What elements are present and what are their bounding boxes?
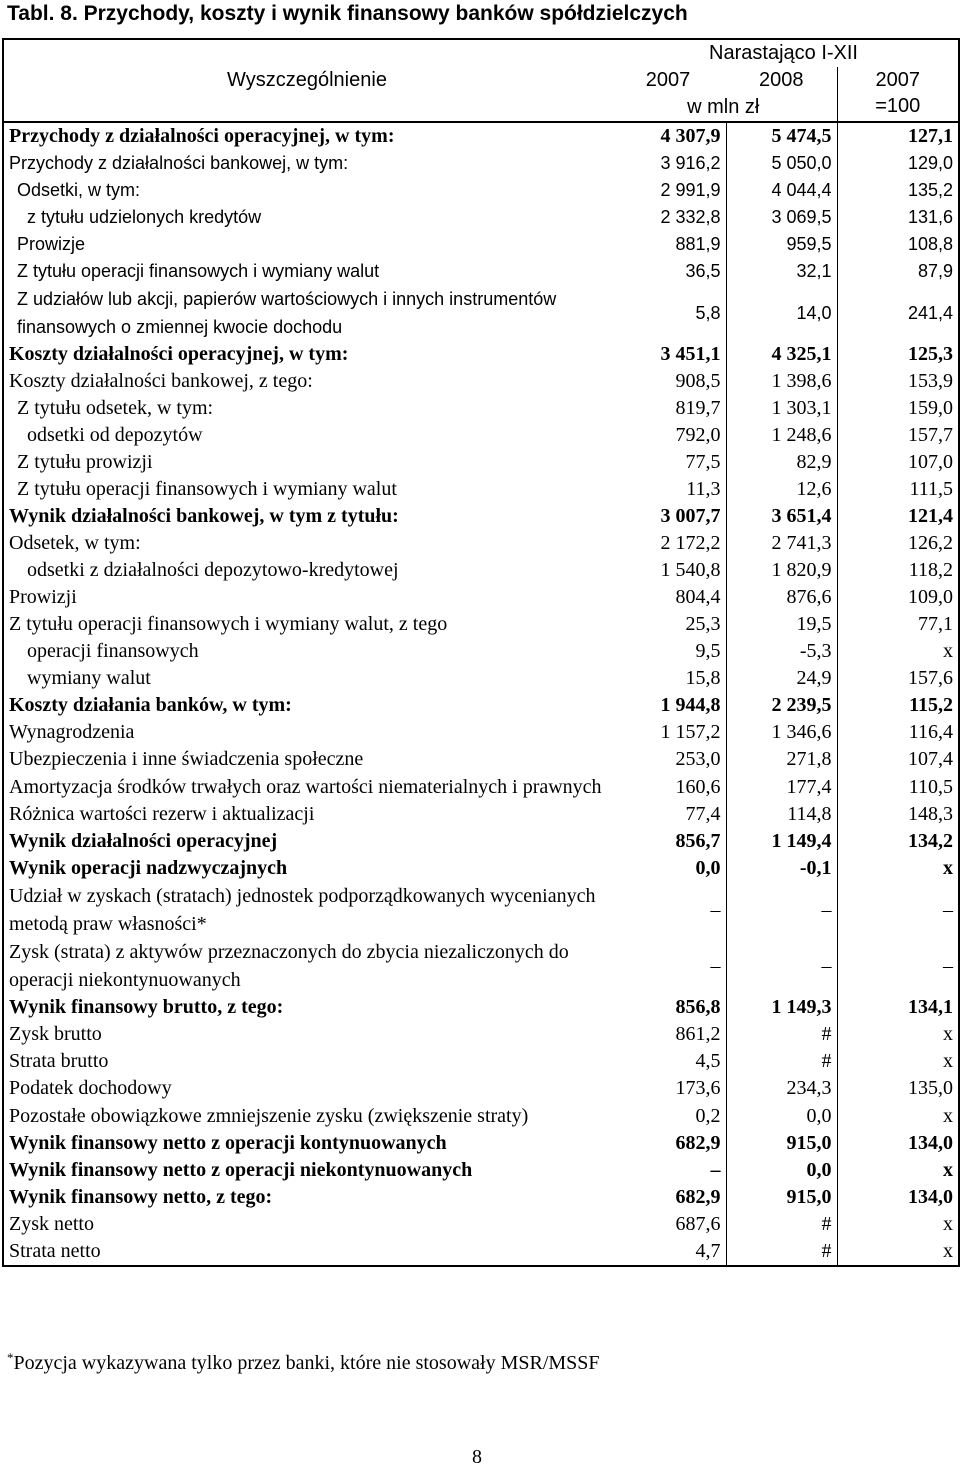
row-label: Koszty działalności operacyjnej, w tym:: [9, 343, 349, 365]
row-label: Strata brutto: [9, 1050, 109, 1072]
value-index: 116,4: [837, 719, 959, 746]
row-label: Zysk brutto: [9, 1023, 102, 1045]
table-row: [3, 801, 959, 828]
table-row: [3, 503, 959, 530]
value-2007: 77,4: [685, 803, 721, 825]
value-2008: 1 149,3: [726, 994, 837, 1021]
header-unit: w mln zł: [687, 96, 760, 118]
value-2007: 1 944,8: [660, 694, 721, 716]
header-year-2008: 2008: [759, 69, 804, 91]
value-index: 148,3: [837, 801, 959, 828]
row-label: Różnica wartości rezerw i aktualizacji: [9, 803, 315, 825]
value-2007: 15,8: [685, 667, 721, 689]
row-label: Odsetki, w tym:: [17, 180, 141, 200]
row-label: Z tytułu operacji finansowych i wymiany walut: [17, 478, 397, 500]
value-2008: –: [726, 938, 837, 994]
row-label: Prowizji: [9, 586, 77, 608]
row-label: Zysk (strata) z aktywów przeznaczonych do zbycia niezaliczonych do operacji niekontynuowanych: [9, 941, 569, 991]
table-row: [3, 341, 959, 368]
table-row: [3, 584, 959, 611]
table-row: [3, 1021, 959, 1048]
value-index: x: [837, 638, 959, 665]
value-2008: 1 303,1: [726, 395, 837, 422]
table-row: [3, 476, 959, 503]
row-label: Z tytułu prowizji: [17, 451, 153, 473]
value-index: 135,2: [837, 177, 959, 204]
value-2008: 32,1: [726, 258, 837, 285]
table-row: [3, 938, 959, 994]
row-label: Wynik operacji nadzwyczajnych: [9, 857, 288, 879]
value-2008: 3 069,5: [726, 204, 837, 231]
value-index: x: [837, 1238, 959, 1266]
table-row: [3, 1075, 959, 1102]
value-2007: 4,5: [695, 1050, 721, 1072]
value-2007: 881,9: [675, 234, 721, 254]
page-number: 8: [472, 1446, 482, 1468]
row-label: Prowizje: [17, 234, 86, 254]
value-index: x: [837, 855, 959, 882]
value-index: 157,7: [837, 422, 959, 449]
row-label: Koszty działania banków, w tym:: [9, 694, 292, 716]
table-row: [3, 855, 959, 882]
table-row: [3, 828, 959, 855]
value-2008: 234,3: [726, 1075, 837, 1102]
table-row: [3, 1048, 959, 1075]
value-index: 125,3: [837, 341, 959, 368]
value-2007: 5,8: [695, 302, 721, 323]
value-2007: 9,5: [695, 640, 721, 662]
value-2008: 959,5: [726, 231, 837, 258]
value-2008: 1 398,6: [726, 368, 837, 395]
value-2008: #: [726, 1048, 837, 1075]
row-label: Z tytułu operacji finansowych i wymiany walut, z tego: [9, 613, 448, 635]
value-2008: 0,0: [726, 1102, 837, 1130]
value-index: 134,1: [837, 994, 959, 1021]
row-label: Wynik finansowy netto, z tego:: [9, 1186, 273, 1208]
value-index: –: [837, 882, 959, 938]
row-label: Pozostałe obowiązkowe zmniejszenie zysku (zwiększenie straty): [9, 1105, 529, 1127]
value-2008: -5,3: [726, 638, 837, 665]
value-index: 135,0: [837, 1075, 959, 1102]
table-row: [3, 719, 959, 746]
table-row: [3, 285, 959, 341]
row-label: Wynik finansowy brutto, z tego:: [9, 996, 284, 1018]
value-2007: 36,5: [685, 261, 721, 281]
row-label: Z tytułu operacji finansowych i wymiany walut: [17, 261, 380, 281]
value-2007: 687,6: [675, 1213, 721, 1235]
row-label: wymiany walut: [27, 667, 151, 689]
value-2008: 177,4: [726, 773, 837, 801]
value-index: 134,0: [837, 1184, 959, 1211]
row-label: Strata netto: [9, 1240, 101, 1262]
table-row: [3, 882, 959, 938]
row-label: operacji finansowych: [27, 640, 199, 662]
value-2008: 19,5: [726, 611, 837, 638]
value-2008: 24,9: [726, 665, 837, 692]
value-index: 77,1: [837, 611, 959, 638]
value-index: 87,9: [837, 258, 959, 285]
value-2007: 3 451,1: [660, 343, 721, 365]
table-row: [3, 1157, 959, 1184]
value-2008: 2 239,5: [726, 692, 837, 719]
table-row: [3, 1184, 959, 1211]
value-2007: 11,3: [686, 478, 721, 500]
value-2007: 173,6: [675, 1077, 721, 1099]
table-title: Tabl. 8. Przychody, koszty i wynik finansowy banków spółdzielczych: [7, 2, 688, 25]
table-row: [3, 422, 959, 449]
value-index: x: [837, 1102, 959, 1130]
table-row: [3, 204, 959, 231]
value-2007: 2 172,2: [660, 532, 721, 554]
value-2008: -0,1: [726, 855, 837, 882]
table-row: [3, 994, 959, 1021]
value-index: –: [837, 938, 959, 994]
table-row: [3, 258, 959, 285]
footnote: [7, 1352, 600, 1375]
value-2008: 5 474,5: [726, 122, 837, 150]
row-label: odsetki z działalności depozytowo-kredytowej: [27, 559, 399, 581]
value-2008: 1 346,6: [726, 719, 837, 746]
table-row: [3, 530, 959, 557]
row-label: Udział w zyskach (stratach) jednostek podporządkowanych wycenianych metodą praw własności*: [9, 885, 596, 935]
value-index: 118,2: [837, 557, 959, 584]
header-index: [837, 67, 959, 122]
value-2008: 876,6: [726, 584, 837, 611]
footnote-marker: *: [7, 1350, 14, 1365]
value-2007: 861,2: [675, 1023, 721, 1045]
value-index: 115,2: [837, 692, 959, 719]
table-row: [3, 368, 959, 395]
value-index: x: [837, 1157, 959, 1184]
header-row-label-text: Wyszczególnienie: [227, 69, 387, 91]
value-index: 107,4: [837, 746, 959, 773]
value-2008: 1 820,9: [726, 557, 837, 584]
financial-table: [2, 38, 960, 1267]
row-label: Wynik działalności bankowej, w tym z tytułu:: [9, 505, 399, 527]
value-2007: 2 332,8: [660, 207, 721, 227]
table-row: [3, 638, 959, 665]
value-index: 121,4: [837, 503, 959, 530]
value-index: 134,2: [837, 828, 959, 855]
header-row: [3, 39, 959, 67]
value-2007: 77,5: [685, 451, 721, 473]
value-2007: 3 916,2: [660, 153, 721, 173]
value-index: 129,0: [837, 150, 959, 177]
value-2008: 82,9: [726, 449, 837, 476]
value-2008: 0,0: [726, 1157, 837, 1184]
value-2008: #: [726, 1021, 837, 1048]
row-label: Amortyzacja środków trwałych oraz wartości niematerialnych i prawnych: [9, 776, 602, 798]
row-label: Ubezpieczenia i inne świadczenia społeczne: [9, 748, 364, 770]
row-label: Podatek dochodowy: [9, 1077, 172, 1099]
value-index: 241,4: [837, 285, 959, 341]
value-2007: 819,7: [675, 397, 721, 419]
value-2008: 271,8: [726, 746, 837, 773]
value-2007: 792,0: [675, 424, 721, 446]
value-2007: 856,8: [675, 996, 721, 1018]
value-2007: 253,0: [675, 748, 721, 770]
header-index-line1: 2007: [875, 69, 920, 91]
value-2008: 2 741,3: [726, 530, 837, 557]
value-2008: 4 044,4: [726, 177, 837, 204]
value-index: x: [837, 1211, 959, 1238]
table-row: [3, 557, 959, 584]
table-row: [3, 150, 959, 177]
table-row: [3, 1130, 959, 1157]
row-label: Przychody z działalności operacyjnej, w tym:: [3, 122, 610, 150]
value-index: 131,6: [837, 204, 959, 231]
value-2007: 25,3: [685, 613, 721, 635]
value-2007: 2 991,9: [660, 180, 721, 200]
value-2008: 1 149,4: [726, 828, 837, 855]
value-2008: 915,0: [726, 1130, 837, 1157]
row-label: Wynik finansowy netto z operacji kontynuowanych: [9, 1132, 447, 1154]
value-2007: 4,7: [695, 1240, 721, 1262]
value-2007: 804,4: [675, 586, 721, 608]
value-2008: 12,6: [726, 476, 837, 503]
value-2007: –: [710, 954, 721, 977]
value-2008: 14,0: [726, 285, 837, 341]
table-row: [3, 177, 959, 204]
value-index: 159,0: [837, 395, 959, 422]
value-index: 110,5: [837, 773, 959, 801]
value-2007: 0,0: [695, 857, 721, 879]
value-index: x: [837, 1048, 959, 1075]
header-period: Narastająco I-XII: [709, 42, 858, 64]
value-index: 134,0: [837, 1130, 959, 1157]
value-index: x: [837, 1021, 959, 1048]
value-2008: 5 050,0: [726, 150, 837, 177]
value-index: 111,5: [837, 476, 959, 503]
value-index: 127,1: [837, 122, 959, 150]
row-label: Zysk netto: [9, 1213, 94, 1235]
row-label: odsetki od depozytów: [27, 424, 203, 446]
table-row: [3, 122, 959, 150]
row-label: Wynagrodzenia: [9, 721, 135, 743]
value-2007: –: [710, 1159, 721, 1181]
row-label: Z tytułu odsetek, w tym:: [17, 397, 214, 419]
value-index: 109,0: [837, 584, 959, 611]
row-label: Wynik finansowy netto z operacji niekontynuowanych: [9, 1159, 473, 1181]
value-2007: –: [710, 898, 721, 921]
table-row: [3, 231, 959, 258]
value-index: 157,6: [837, 665, 959, 692]
row-label: Z udziałów lub akcji, papierów wartościowych i innych instrumentów finansowych o zmiennej kwocie dochodu: [17, 289, 557, 337]
value-2008: 4 325,1: [726, 341, 837, 368]
table-row: [3, 746, 959, 773]
value-index: 153,9: [837, 368, 959, 395]
value-2007: 3 007,7: [660, 505, 721, 527]
table-row: [3, 449, 959, 476]
header-index-line2: =100: [875, 95, 921, 117]
table-row: [3, 692, 959, 719]
value-2007: 160,6: [675, 775, 721, 798]
value-2008: #: [726, 1211, 837, 1238]
table-row: [3, 773, 959, 801]
value-2008: 1 248,6: [726, 422, 837, 449]
value-2008: –: [726, 882, 837, 938]
table-row: [3, 1211, 959, 1238]
footnote-text: Pozycja wykazywana tylko przez banki, które nie stosowały MSR/MSSF: [13, 1352, 600, 1374]
value-index: 126,2: [837, 530, 959, 557]
row-label: Przychody z działalności bankowej, w tym:: [9, 153, 349, 173]
value-2007: 908,5: [675, 370, 721, 392]
value-index: 107,0: [837, 449, 959, 476]
row-label: Odsetek, w tym:: [9, 532, 141, 554]
value-2008: 3 651,4: [726, 503, 837, 530]
value-2007: 682,9: [675, 1186, 721, 1208]
row-label: Wynik działalności operacyjnej: [9, 830, 278, 852]
value-2008: #: [726, 1238, 837, 1266]
table-row: [3, 1102, 959, 1130]
value-2008: 114,8: [726, 801, 837, 828]
value-index: 108,8: [837, 231, 959, 258]
value-2007: 0,2: [695, 1104, 721, 1127]
table-row: [3, 665, 959, 692]
value-2007: 1 157,2: [660, 721, 721, 743]
value-2008: 915,0: [726, 1184, 837, 1211]
table-row: [3, 611, 959, 638]
row-label: Koszty działalności bankowej, z tego:: [9, 370, 313, 392]
header-row-label: [3, 39, 610, 122]
table-row: [3, 395, 959, 422]
table-row: [3, 1238, 959, 1266]
row-label: z tytułu udzielonych kredytów: [27, 207, 262, 227]
value-2007: 4 307,9: [610, 122, 726, 150]
value-2007: 682,9: [675, 1132, 721, 1154]
value-2007: 856,7: [675, 830, 721, 852]
header-year-2007: 2007: [645, 69, 691, 91]
value-2007: 1 540,8: [660, 559, 721, 581]
